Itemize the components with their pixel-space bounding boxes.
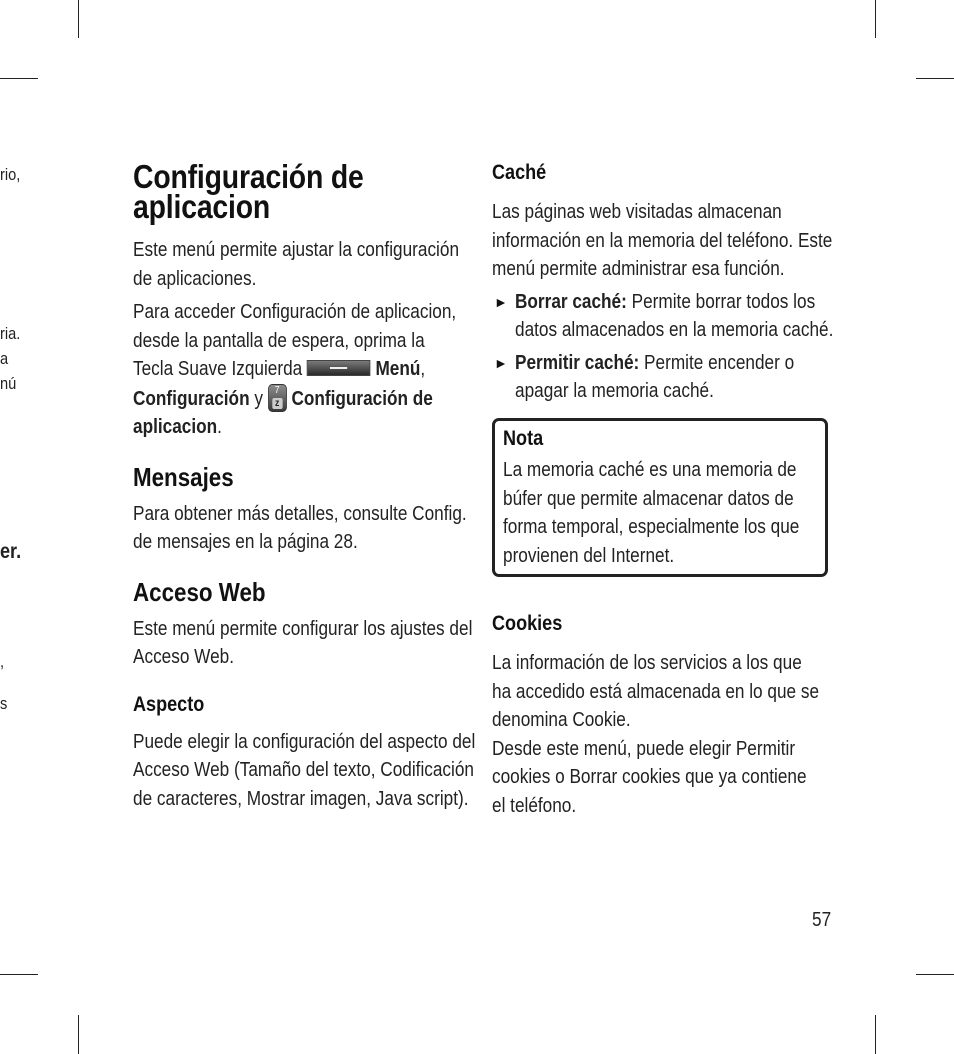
config-label: Configuración [133, 387, 250, 410]
bullet-permitir-cache [492, 349, 832, 406]
page-title [133, 158, 473, 225]
text-line: menú permite administrar esa función. [492, 258, 785, 280]
edge-fragment: rio, [0, 165, 21, 184]
edge-fragment: a [0, 349, 9, 368]
edge-fragment: , [0, 652, 5, 671]
crop-mark [916, 78, 954, 79]
page-number: 57 [812, 909, 832, 931]
text-line: denomina Cookie. [492, 709, 631, 731]
punctuation: . [217, 416, 222, 438]
crop-mark [875, 0, 876, 38]
aspecto-paragraph [133, 728, 476, 814]
page-title-line: Configuración de [133, 158, 364, 195]
text-fragment: Tecla Suave Izquierda [133, 358, 303, 380]
text-line: ha accedido está almacenada en lo que se [492, 680, 820, 703]
punctuation: , [420, 358, 426, 380]
edge-fragment: nú [0, 374, 17, 393]
subsection-heading-cache: Caché [492, 161, 547, 184]
text-line: desde la pantalla de espera, oprima la [133, 329, 425, 352]
text-line: de mensajes en la página 28. [133, 531, 358, 553]
text-fragment: Permite borrar todos los [626, 290, 816, 313]
cookies-paragraph [492, 649, 832, 820]
app-config-label: Configuración de [291, 387, 433, 410]
menu-label: Menú [375, 358, 421, 380]
text-line: Para obtener más detalles, consulte Config. [133, 502, 467, 525]
text-fragment: y [249, 387, 268, 410]
access-paragraph [133, 298, 473, 442]
text-line: forma temporal, especialmente los que [503, 516, 800, 538]
text-line: de caracteres, Mostrar imagen, Java script). [133, 787, 469, 810]
text-line: el teléfono. [492, 794, 577, 817]
subsection-heading-aspecto: Aspecto [133, 692, 205, 716]
text-line: búfer que permite almacenar datos de [503, 487, 794, 510]
key-7-icon: 7 z [268, 384, 287, 412]
note-box [492, 418, 828, 577]
subsection-heading-cookies: Cookies [492, 612, 563, 635]
bullet-borrar-cache [492, 288, 832, 345]
crop-mark [875, 1015, 876, 1054]
crop-mark [0, 78, 38, 79]
bullet-label: Borrar caché: [515, 290, 627, 313]
text-line: datos almacenados en la memoria caché. [515, 319, 834, 341]
arrow-right-icon: ► [494, 354, 508, 371]
text-line: provienen del Internet. [503, 544, 675, 567]
acceso-web-paragraph [133, 615, 473, 672]
text-line: Desde este menú, puede elegir Permitir [492, 737, 796, 760]
text-line: Este menú permite ajustar la configuración [133, 239, 460, 261]
note-heading: Nota [503, 427, 544, 450]
mensajes-paragraph [133, 500, 473, 557]
edge-fragment: er. [0, 540, 22, 563]
app-config-label: aplicacion [133, 416, 218, 438]
section-heading-mensajes: Mensajes [133, 461, 234, 492]
text-line: Acceso Web. [133, 646, 235, 668]
text-fragment: Permite encender o [639, 351, 795, 374]
text-line: información en la memoria del teléfono. Este [492, 229, 833, 252]
text-line [133, 355, 425, 384]
intro-paragraph [133, 236, 473, 293]
text-line: Para acceder Configuración de aplicacion, [133, 301, 457, 323]
right-column [492, 160, 832, 406]
cookies-section [492, 611, 832, 820]
text-line [515, 349, 795, 378]
text-line [515, 288, 816, 317]
text-line: Acceso Web (Tamaño del texto, Codificación [133, 759, 474, 781]
text-line: Este menú permite configurar los ajustes del [133, 617, 473, 640]
crop-mark [78, 1015, 79, 1054]
bullet-label: Permitir caché: [515, 351, 640, 374]
text-line: de aplicaciones. [133, 267, 257, 290]
crop-mark [0, 974, 38, 975]
text-line: La memoria caché es una memoria de [503, 459, 797, 481]
arrow-right-icon: ► [494, 293, 508, 310]
note-paragraph [503, 456, 823, 570]
left-soft-key-icon [307, 360, 371, 376]
edge-fragment: ria. [0, 324, 21, 343]
page-title-line: aplicacion [133, 188, 271, 225]
text-line: La información de los servicios a los que [492, 652, 802, 674]
text-line: Las páginas web visitadas almacenan [492, 201, 782, 223]
left-column [133, 158, 476, 813]
text-line: apagar la memoria caché. [515, 380, 714, 402]
text-line: Puede elegir la configuración del aspecto del [133, 730, 476, 753]
crop-mark [916, 974, 954, 975]
edge-fragment: s [0, 694, 8, 713]
section-heading-acceso-web: Acceso Web [133, 576, 266, 607]
text-line: cookies o Borrar cookies que ya contiene [492, 766, 807, 788]
text-line [133, 413, 425, 442]
text-line [133, 384, 433, 414]
cache-paragraph [492, 198, 832, 284]
crop-mark [78, 0, 79, 38]
